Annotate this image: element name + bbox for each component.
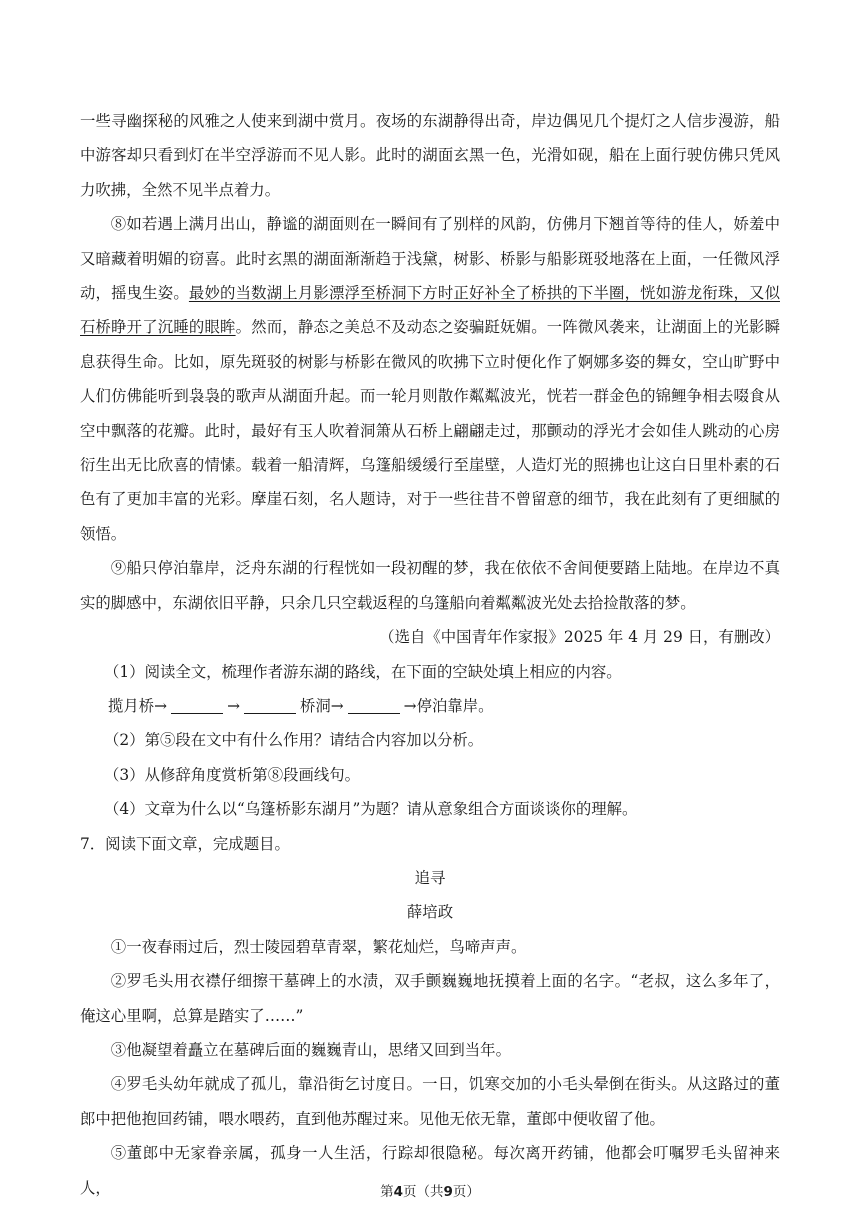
- paragraph-8: [80, 207, 780, 551]
- answer-blank-1[interactable]: [171, 698, 223, 714]
- question-3: （3）从修辞角度赏析第⑧段画线句。: [104, 765, 361, 784]
- question-2: （2）第⑤段在文中有什么作用？请结合内容加以分析。: [104, 731, 484, 750]
- underlined-sentence: 最妙的当数湖上月影漂浮至桥洞下方时正好补全了桥拱的下半圈，恍如游龙衔珠，又似石桥睁开了沉睡的眼眸: [80, 284, 780, 337]
- article-title: 追寻: [414, 868, 446, 887]
- article-paragraph-1: ①一夜春雨过后，烈士陵园碧草青翠，繁花灿烂，鸟啼声声。: [110, 937, 527, 956]
- page-footer: 第4页（共9页）: [380, 1184, 480, 1200]
- source-citation: （选自《中国青年作家报》2025 年 4 月 29 日，有删改）: [379, 628, 780, 647]
- flow-mid: 桥洞→: [299, 696, 344, 715]
- question-1: （1）阅读全文，梳理作者游东湖的路线，在下面的空缺处填上相应的内容。: [104, 662, 622, 681]
- paragraph-8-rest: 。然而，静态之美总不及动态之姿骗跹妩媚。一阵微风袭来，让湖面上的光影瞬息获得生命。比如，原先斑驳的树影与桥影在微风的吹拂下立时便化作了婀娜多姿的舞女，空山旷野中人们仿佛能听到袅袅的歌声从湖面升起。而一轮月则散作粼粼波光，恍若一群金色的锦鲤争相去啜食从空中飘落的花瓣。此时，最好有玉人吹着洞箫从石桥上翩翩走过，那颤动的浮光才会如佳人跳动的心房衍生出无比欣喜的情愫。载着一船清辉，乌篷船缓缓行至崖壁，人造灯光的照拂也让这白日里朴素的石色有了更加丰富的光彩。摩崖石刻，名人题诗，对于一些往昔不曾留意的细节，我在此刻有了更细腻的领悟。: [80, 318, 780, 543]
- article-paragraph-3: ③他凝望着矗立在墓碑后面的巍巍青山，思绪又回到当年。: [110, 1040, 511, 1059]
- article-paragraph-2: ②罗毛头用衣襟仔细擦干墓碑上的水渍，双手颤巍巍地抚摸着上面的名字。“老叔，这么多年了，俺这心里啊，总算是踏实了……”: [80, 972, 780, 1025]
- page-total: 9: [443, 1184, 453, 1200]
- article-paragraph-4: ④罗毛头幼年就成了孤儿，靠沿街乞讨度日。一日，饥寒交加的小毛头晕倒在街头。从这路过的董郎中把他抱回药铺，喂水喂药，直到他苏醒过来。见他无依无靠，董郎中便收留了他。: [80, 1075, 780, 1128]
- article-paragraph-5: ⑤董郎中无家眷亲属，孤身一人生活，行踪却很隐秘。每次离开药铺，他都会叮嘱罗毛头留神来人，: [80, 1144, 780, 1197]
- page-number: 4: [393, 1184, 403, 1200]
- answer-blank-2[interactable]: [244, 698, 296, 714]
- answer-blank-3[interactable]: [348, 698, 400, 714]
- flow-start: 揽月桥→: [108, 696, 168, 715]
- paragraph-7-tail: 一些寻幽探秘的风雅之人使来到湖中赏月。夜场的东湖静得出奇，岸边偶见几个提灯之人信步漫游，船中游客却只看到灯在半空浮游而不见人影。此时的湖面玄黑一色，光滑如砚，船在上面行驶仿佛只凭风力吹拂，全然不见半点着力。: [80, 112, 780, 199]
- flow-arrow: →: [227, 696, 240, 715]
- flow-end: →停泊靠岸。: [403, 696, 494, 715]
- question-4: （4）文章为什么以“乌篷桥影东湖月”为题？请从意象组合方面谈谈你的理解。: [104, 800, 638, 819]
- paragraph-8-start: ⑧如若遇上满月出山，静谧的湖面则在一瞬间有了别样的风韵，仿佛月下翘首等待的佳人，娇羞中又暗藏着明媚的窃喜。此时玄黑的湖面渐渐趋于浅黛，树影、桥影与船影斑驳地落在上面，一任微风浮动，摇曳生姿。: [80, 215, 780, 303]
- section-7-heading: 7．阅读下面文章，完成题目。: [80, 834, 290, 853]
- route-flow: [80, 689, 780, 723]
- paragraph-9: ⑨船只停泊靠岸，泛舟东湖的行程恍如一段初醒的梦，我在依依不舍间便要踏上陆地。在岸边不真实的脚感中，东湖依旧平静，只余几只空载返程的乌篷船向着粼粼波光处去拾捡散落的梦。: [80, 559, 780, 612]
- article-author: 薛培政: [406, 903, 454, 922]
- document-body: [80, 104, 780, 1205]
